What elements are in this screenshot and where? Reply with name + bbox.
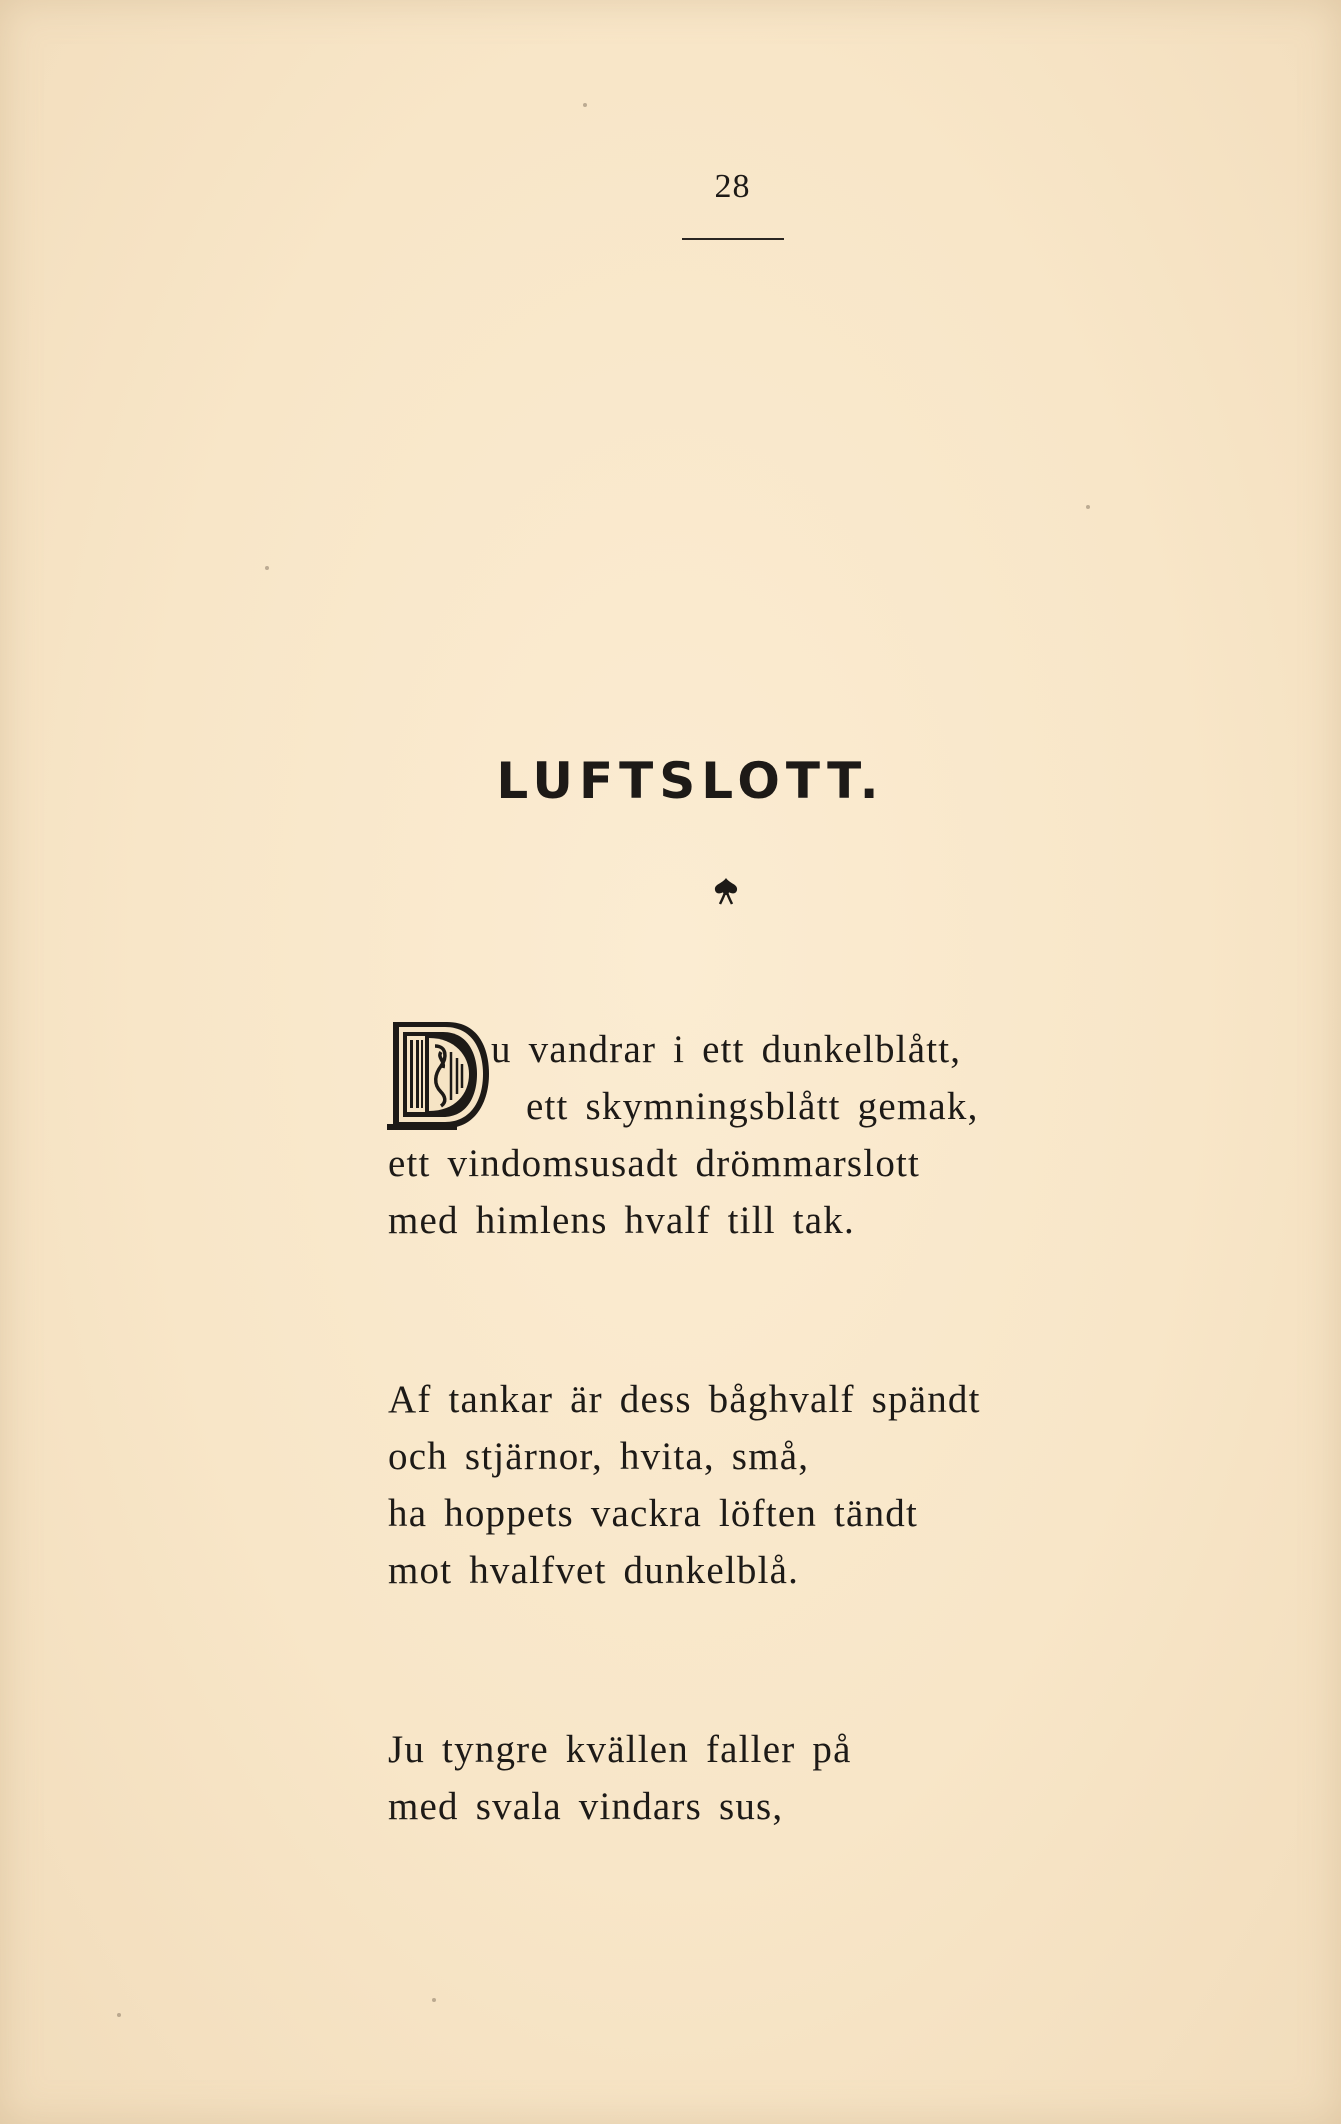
verse-line: med svala vindars sus, bbox=[388, 1785, 784, 1828]
paper-speck bbox=[265, 566, 269, 570]
verse-line: Ju tyngre kvällen faller på bbox=[388, 1728, 852, 1771]
verse-line: u vandrar i ett dunkelblått, bbox=[491, 1028, 962, 1071]
stanza-2 bbox=[388, 1371, 981, 1599]
verse-line: ett skymningsblått gemak, bbox=[526, 1085, 979, 1128]
paper-speck bbox=[1086, 505, 1090, 509]
stanza-1 bbox=[388, 1021, 979, 1249]
verse-line: Af tankar är dess båghvalf spändt bbox=[388, 1378, 981, 1421]
page-number-rule bbox=[682, 238, 784, 240]
paper-speck bbox=[432, 1998, 436, 2002]
fleuron-icon bbox=[712, 876, 740, 906]
verse-line: och stjärnor, hvita, små, bbox=[388, 1435, 810, 1478]
paper-speck bbox=[117, 2013, 121, 2017]
verse-line: med himlens hvalf till tak. bbox=[388, 1199, 855, 1242]
verse-line: ett vindomsusadt drömmarslott bbox=[388, 1142, 921, 1185]
verse-line: mot hvalfvet dunkelblå. bbox=[388, 1549, 800, 1592]
page-number: 28 bbox=[714, 168, 751, 205]
paper-speck bbox=[583, 103, 587, 107]
stanza-3 bbox=[388, 1721, 852, 1835]
verse-line: ha hoppets vackra löften tändt bbox=[388, 1492, 918, 1535]
poem-title: LUFTSLOTT. bbox=[496, 752, 885, 810]
